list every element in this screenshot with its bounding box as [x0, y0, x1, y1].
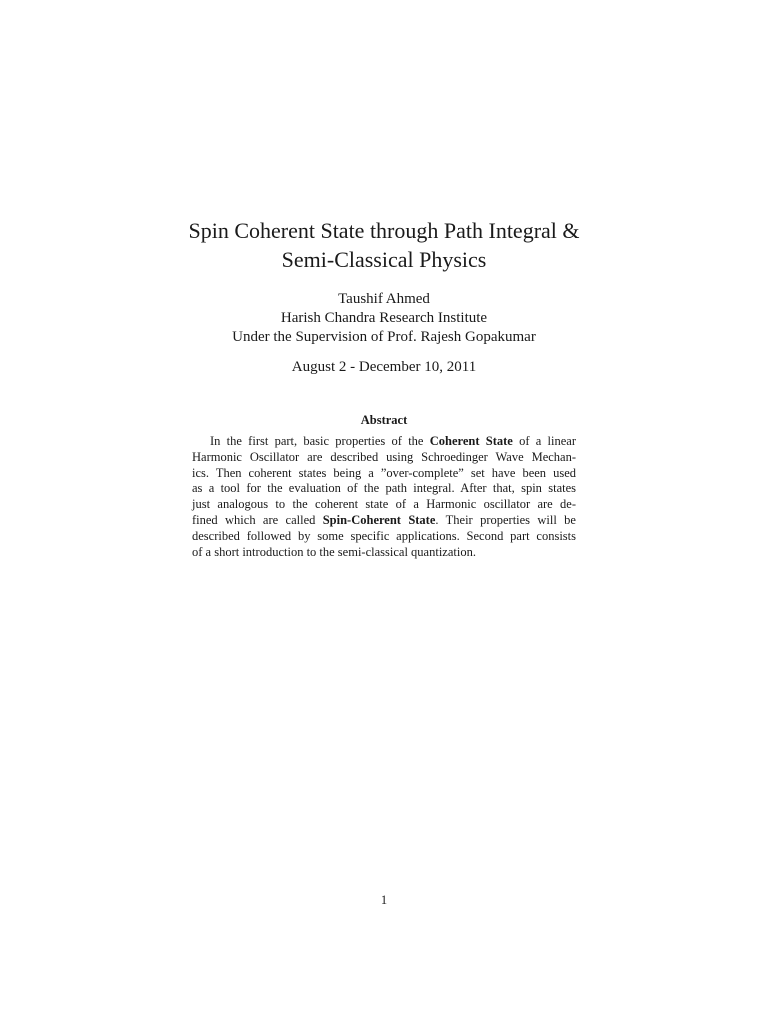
- abstract-text: just analogous to the coherent state of a Harmonic oscillator are de-: [192, 497, 576, 512]
- abstract-bold-term: Coherent State: [429, 434, 513, 448]
- abstract-text: Harmonic Oscillator are described using Schroedinger Wave Mechan-: [192, 449, 576, 464]
- abstract-line: [192, 434, 576, 450]
- abstract-text: of a short introduction to the semi-classical quantization.: [192, 544, 476, 559]
- author-supervision: Under the Supervision of Prof. Rajesh Gopakumar: [232, 329, 536, 345]
- author-name: Taushif Ahmed: [338, 291, 430, 307]
- author-block: [0, 290, 768, 347]
- abstract-text: described followed by some specific applications. Second part consists: [192, 528, 576, 543]
- abstract-line: [192, 497, 576, 513]
- paper-date: August 2 - December 10, 2011: [291, 359, 477, 375]
- abstract-line: [192, 513, 576, 529]
- abstract-text: . Their properties will be: [435, 512, 576, 527]
- abstract-line: [192, 450, 576, 466]
- abstract-bold-term: Spin-Coherent State: [322, 512, 436, 527]
- abstract-text: In the first part, basic properties of the: [210, 434, 430, 448]
- abstract-body: [192, 434, 576, 560]
- abstract-text: ics. Then coherent states being a ”over-complete” set have been used: [192, 465, 576, 480]
- abstract-text: as a tool for the evaluation of the path integral. After that, spin states: [192, 481, 576, 496]
- title-line-1: Spin Coherent State through Path Integral &: [188, 218, 580, 243]
- author-institute: Harish Chandra Research Institute: [280, 310, 488, 326]
- paper-title: [0, 216, 768, 274]
- abstract-heading: Abstract: [360, 413, 408, 427]
- abstract-line: [192, 545, 576, 561]
- abstract-text: of a linear: [512, 434, 576, 448]
- abstract-line: [192, 529, 576, 545]
- abstract-line: [192, 481, 576, 497]
- abstract-text: fined which are called: [192, 512, 323, 527]
- page-number: 1: [380, 893, 388, 907]
- abstract-line: [192, 466, 576, 482]
- title-line-2: Semi-Classical Physics: [281, 247, 487, 272]
